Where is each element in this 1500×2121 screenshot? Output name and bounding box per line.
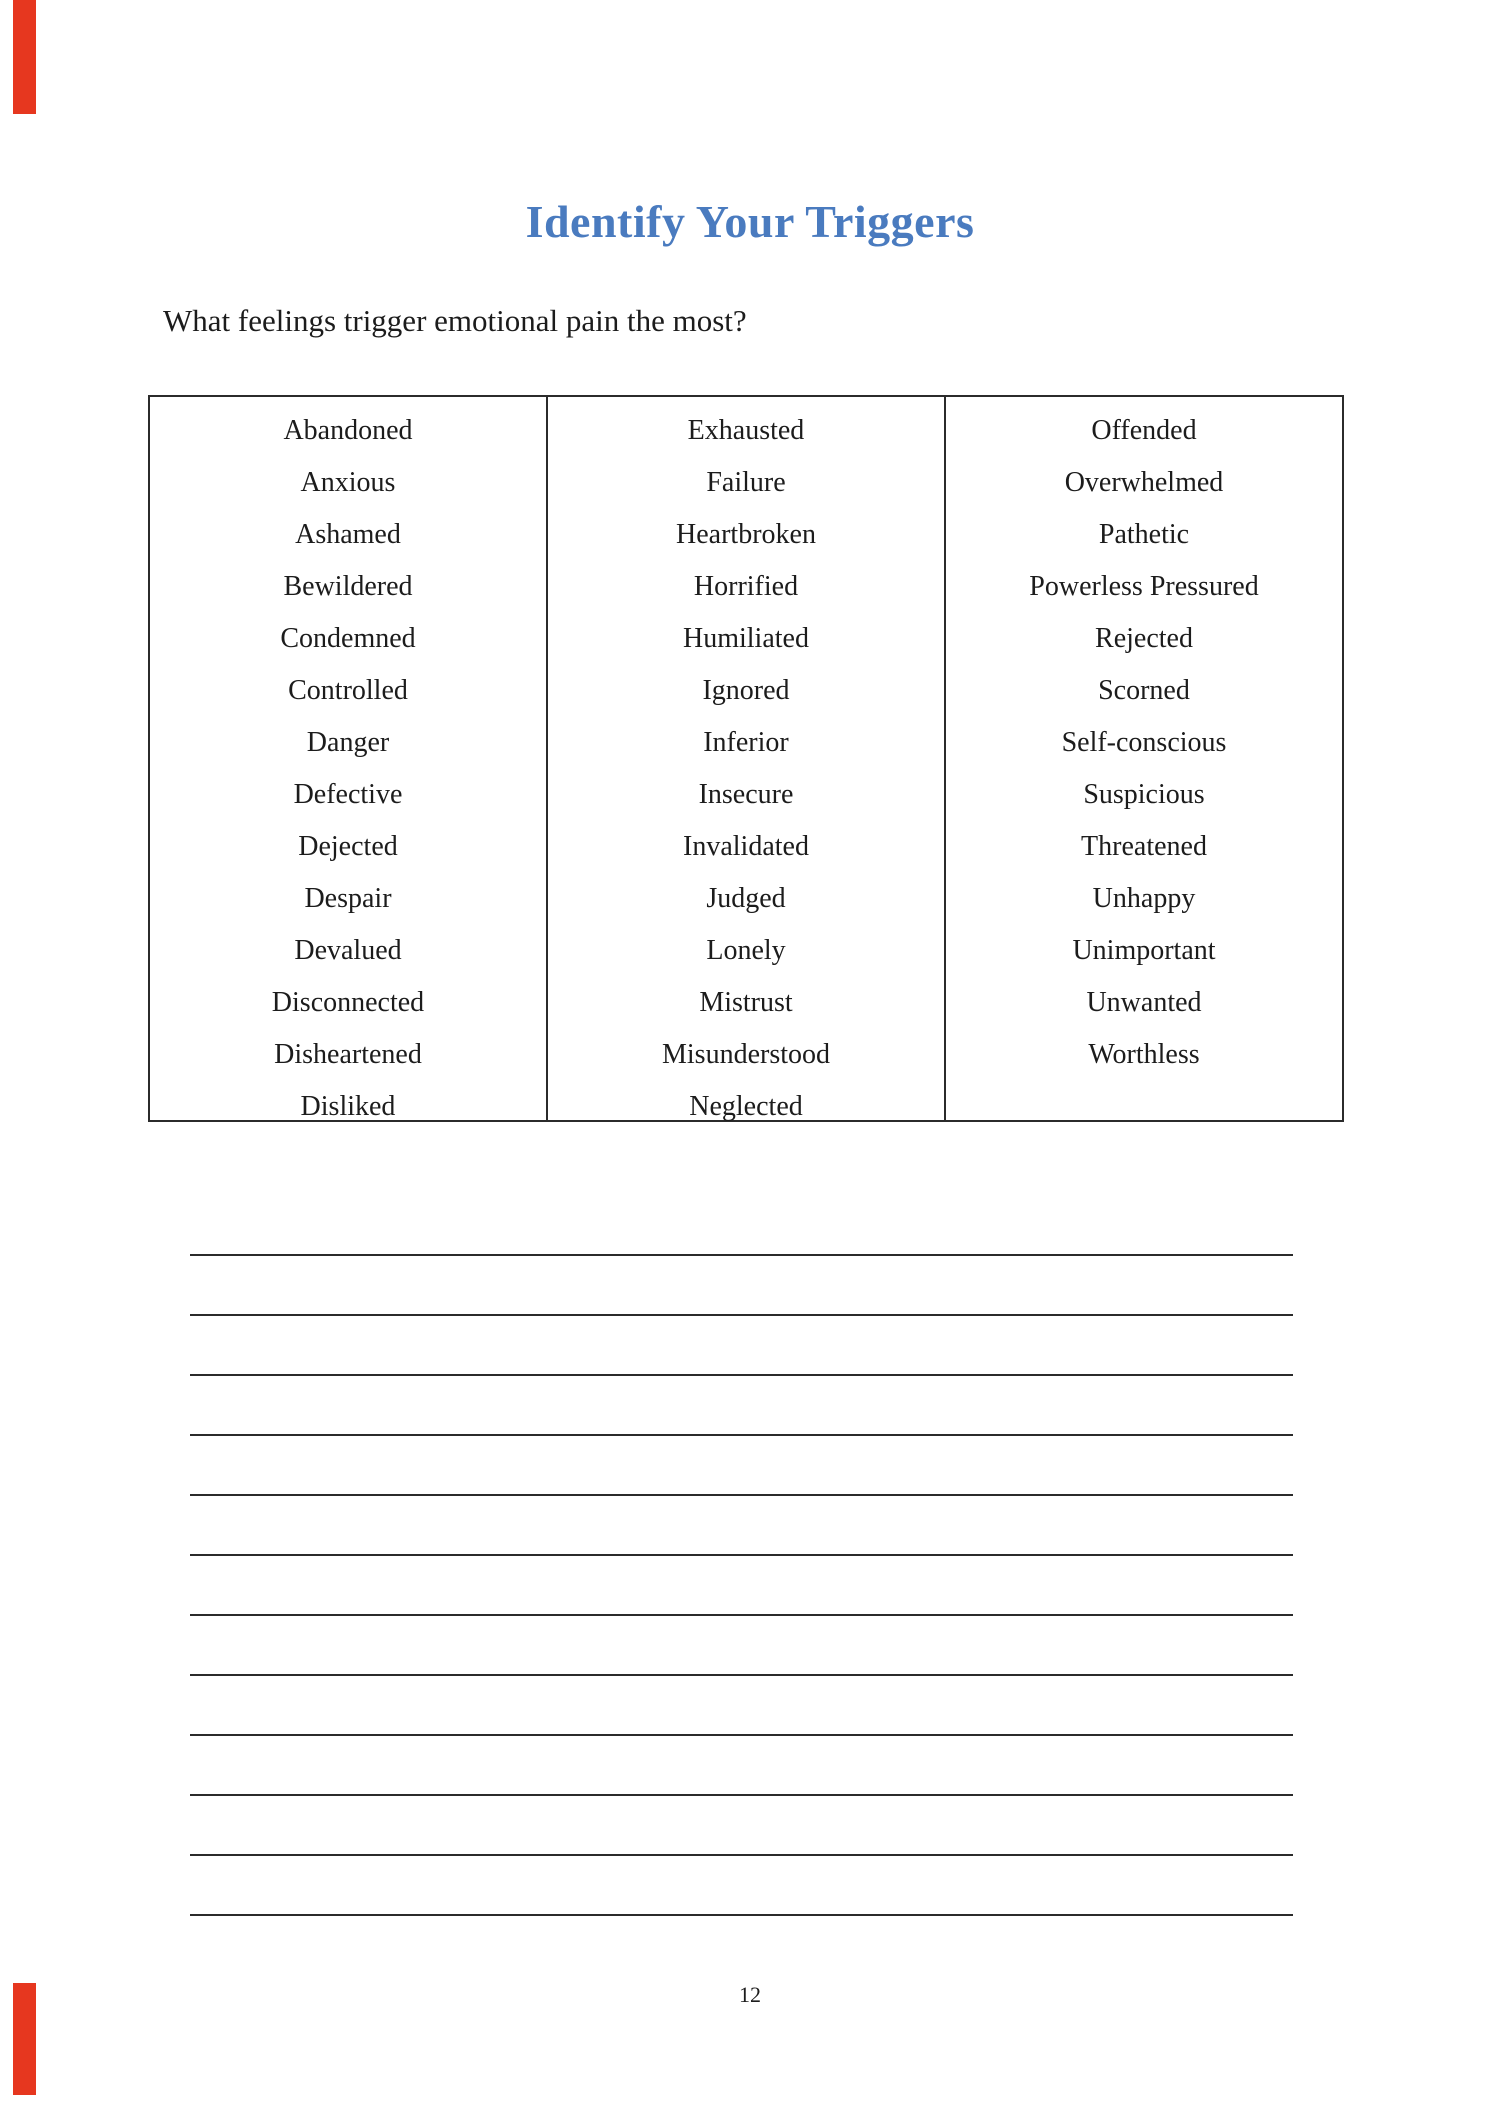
feeling-word: Unhappy (1092, 883, 1196, 914)
feeling-word: Despair (304, 883, 392, 914)
feeling-word: Misunderstood (662, 1039, 830, 1070)
feeling-word: Unwanted (1086, 987, 1202, 1018)
feeling-word: Condemned (280, 623, 416, 654)
feeling-word: Neglected (689, 1091, 803, 1122)
writing-lines (190, 1196, 1293, 1916)
feeling-word: Ashamed (295, 519, 401, 550)
blank-writing-line (190, 1196, 1293, 1256)
page-number: 12 (739, 1982, 761, 2007)
feeling-word: Overwhelmed (1064, 467, 1224, 498)
blank-writing-line (190, 1436, 1293, 1496)
feeling-word: Suspicious (1083, 779, 1205, 810)
feeling-word: Disheartened (274, 1039, 422, 1070)
blank-writing-line (190, 1616, 1293, 1676)
blank-writing-line (190, 1856, 1293, 1916)
feeling-word: Lonely (706, 935, 786, 966)
blank-writing-line (190, 1376, 1293, 1436)
blank-writing-line (190, 1796, 1293, 1856)
blank-writing-line (190, 1676, 1293, 1736)
feeling-word: Anxious (300, 467, 396, 498)
feeling-word: Controlled (288, 675, 408, 706)
feeling-word: Dejected (298, 831, 398, 862)
blank-writing-line (190, 1556, 1293, 1616)
red-edge-marker-top (13, 0, 36, 114)
blank-writing-line (190, 1736, 1293, 1796)
blank-writing-line (190, 1496, 1293, 1556)
feeling-word: Pathetic (1098, 519, 1190, 550)
feelings-column-2 (546, 397, 944, 1120)
question-text: What feelings trigger emotional pain the most? (163, 303, 747, 338)
feeling-word: Failure (706, 467, 786, 498)
feeling-word: Devalued (294, 935, 402, 966)
feeling-word: Abandoned (283, 415, 413, 446)
feeling-word: Offended (1091, 415, 1197, 446)
blank-writing-line (190, 1316, 1293, 1376)
feeling-word: Bewildered (283, 571, 413, 602)
feeling-word: Rejected (1095, 623, 1193, 654)
feeling-word: Threatened (1081, 831, 1207, 862)
feeling-word: Self-conscious (1061, 727, 1227, 758)
page-title: Identify Your Triggers (525, 196, 975, 247)
feelings-column-3 (944, 397, 1342, 1120)
feelings-table (148, 395, 1344, 1122)
feeling-word: Scorned (1098, 675, 1190, 706)
feeling-word: Invalidated (683, 831, 809, 862)
feeling-word: Disliked (300, 1091, 396, 1122)
feeling-word: Defective (293, 779, 403, 810)
feelings-column-1 (150, 397, 546, 1120)
feeling-word: Ignored (702, 675, 790, 706)
feeling-word: Danger (306, 727, 390, 758)
feeling-word: Insecure (698, 779, 794, 810)
feeling-word: Exhausted (687, 415, 805, 446)
blank-writing-line (190, 1256, 1293, 1316)
feeling-word: Heartbroken (676, 519, 816, 550)
feeling-word: Disconnected (271, 987, 425, 1018)
feeling-word: Judged (706, 883, 786, 914)
feeling-word: Horrified (693, 571, 799, 602)
feeling-word: Unimportant (1072, 935, 1216, 966)
feeling-word: Worthless (1088, 1039, 1200, 1070)
feeling-word: Humiliated (683, 623, 809, 654)
feeling-word: Inferior (703, 727, 789, 758)
feeling-word: Powerless Pressured (1029, 571, 1259, 602)
feeling-word: Mistrust (699, 987, 793, 1018)
